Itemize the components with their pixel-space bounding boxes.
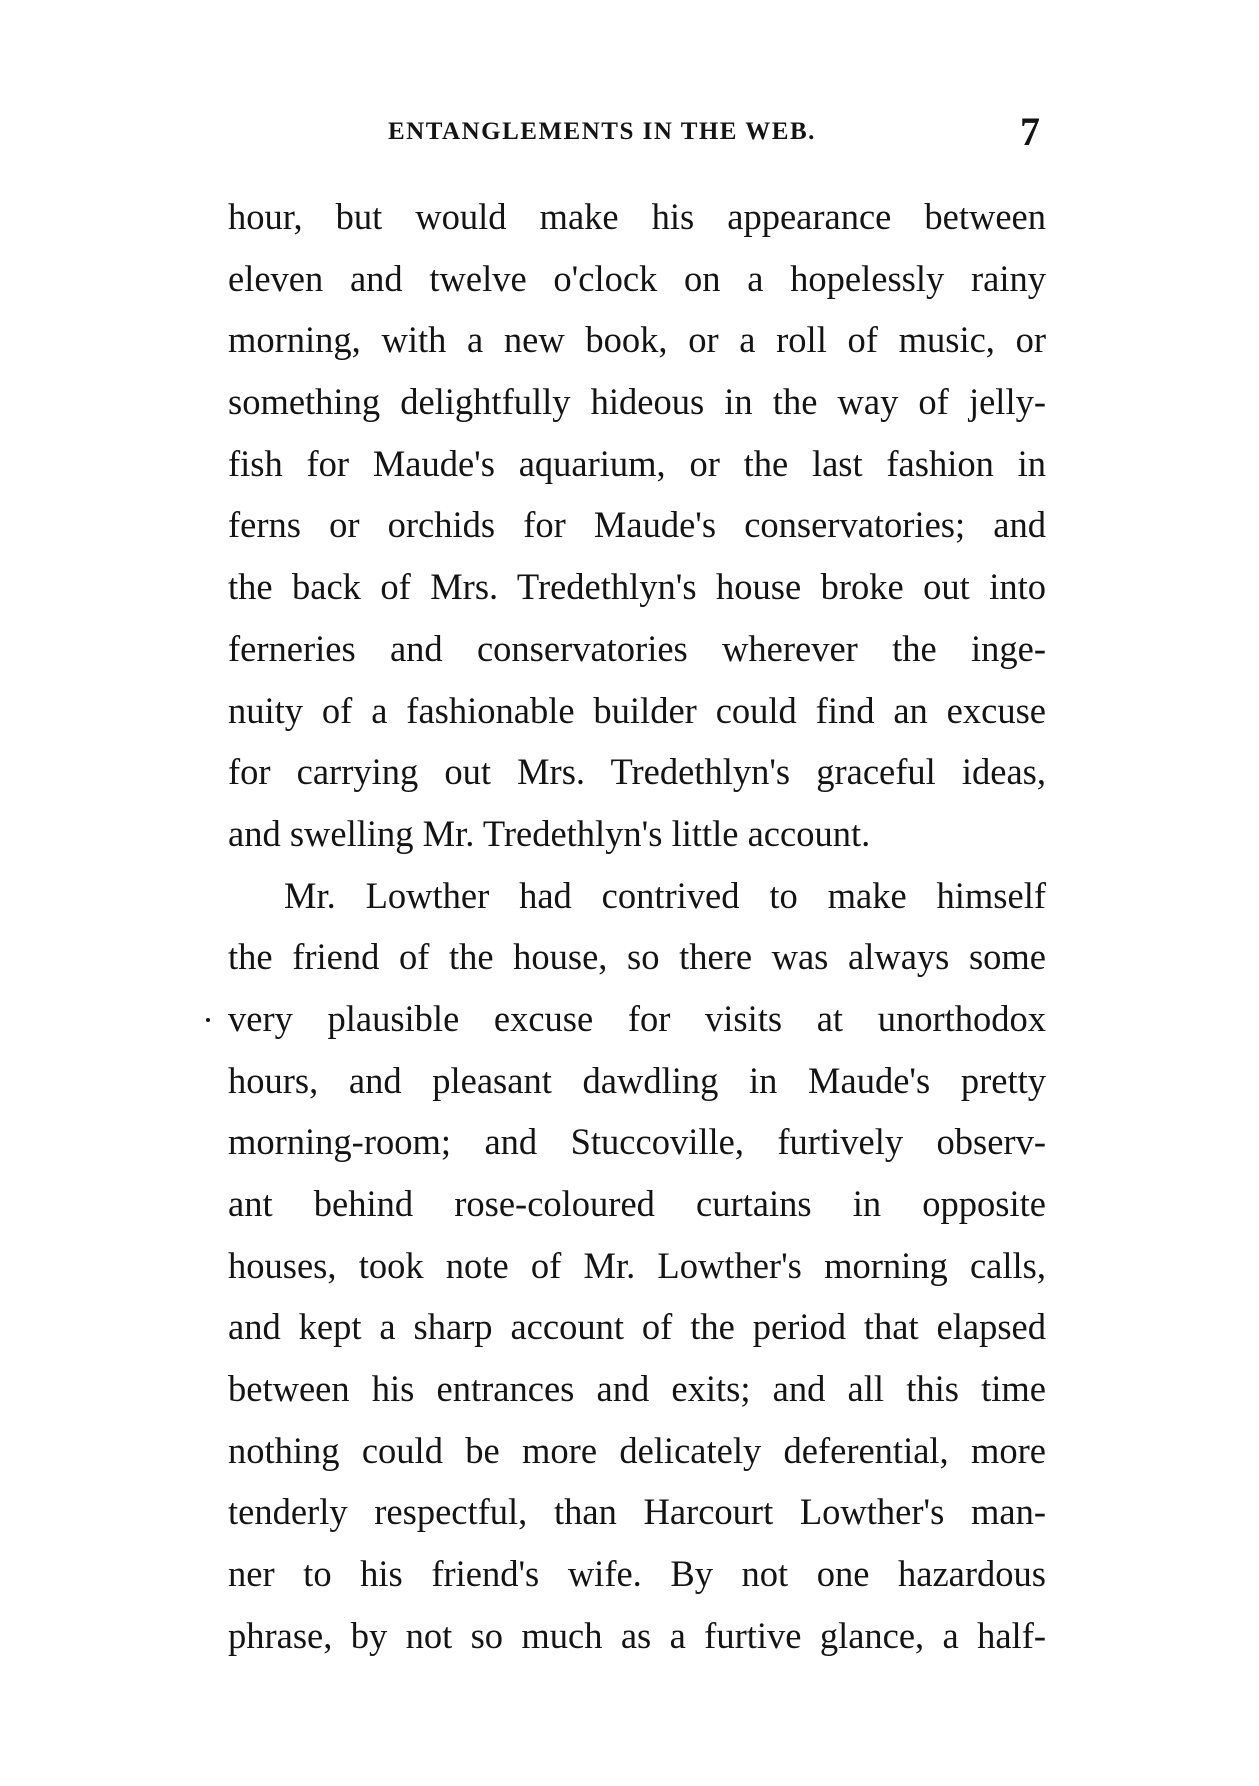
text-line: the back of Mrs. Tredethlyn's house broke out into: [228, 566, 1046, 608]
text-line: eleven and twelve o'clock on a hopelessly rainy: [228, 257, 1046, 299]
text-line: hour, but would make his appearance between: [228, 196, 1046, 237]
paragraph-1: [228, 186, 1046, 865]
text-line: ferneries and conservatories wherever the inge-: [228, 627, 1046, 669]
text-line: Mr. Lowther had contrived to make himself: [284, 874, 1046, 916]
text-line: phrase, by not so much as a furtive glance, a half-: [228, 1614, 1046, 1656]
text-line: and kept a sharp account of the period that elapsed: [228, 1306, 1046, 1348]
text-line: between his entrances and exits; and all this time: [228, 1368, 1046, 1410]
text-line: hours, and pleasant dawdling in Maude's pretty: [228, 1059, 1046, 1101]
text-line: tenderly respectful, than Harcourt Lowther's man-: [228, 1491, 1046, 1533]
paragraph-2: [228, 865, 1046, 1667]
text-line: nothing could be more delicately deferential, more: [228, 1429, 1046, 1471]
body-text: [228, 186, 1046, 1667]
text-line: ferns or orchids for Maude's conservatories; and: [228, 504, 1046, 546]
margin-mark: [206, 1018, 210, 1022]
text-line: very plausible excuse for visits at unorthodox: [228, 997, 1046, 1039]
text-line: ant behind rose-coloured curtains in opposite: [228, 1183, 1046, 1224]
text-line: morning-room; and Stuccoville, furtively observ-: [228, 1121, 1046, 1163]
page-number: 7: [1020, 109, 1040, 154]
text-line: ner to his friend's wife. By not one hazardous: [228, 1553, 1046, 1595]
text-line: fish for Maude's aquarium, or the last fashion in: [228, 442, 1046, 484]
text-line: nuity of a fashionable builder could find an excuse: [228, 689, 1046, 731]
text-line: and swelling Mr. Tredethlyn's little account.: [228, 812, 871, 854]
text-line: morning, with a new book, or a roll of music, or: [228, 319, 1046, 361]
running-head: ENTANGLEMENTS IN THE WEB.: [388, 118, 816, 145]
text-line: houses, took note of Mr. Lowther's morning calls,: [228, 1244, 1046, 1286]
text-line: the friend of the house, so there was always some: [228, 936, 1046, 978]
text-line: something delightfully hideous in the way of jelly-: [228, 381, 1046, 423]
text-line: for carrying out Mrs. Tredethlyn's graceful ideas,: [228, 751, 1046, 793]
